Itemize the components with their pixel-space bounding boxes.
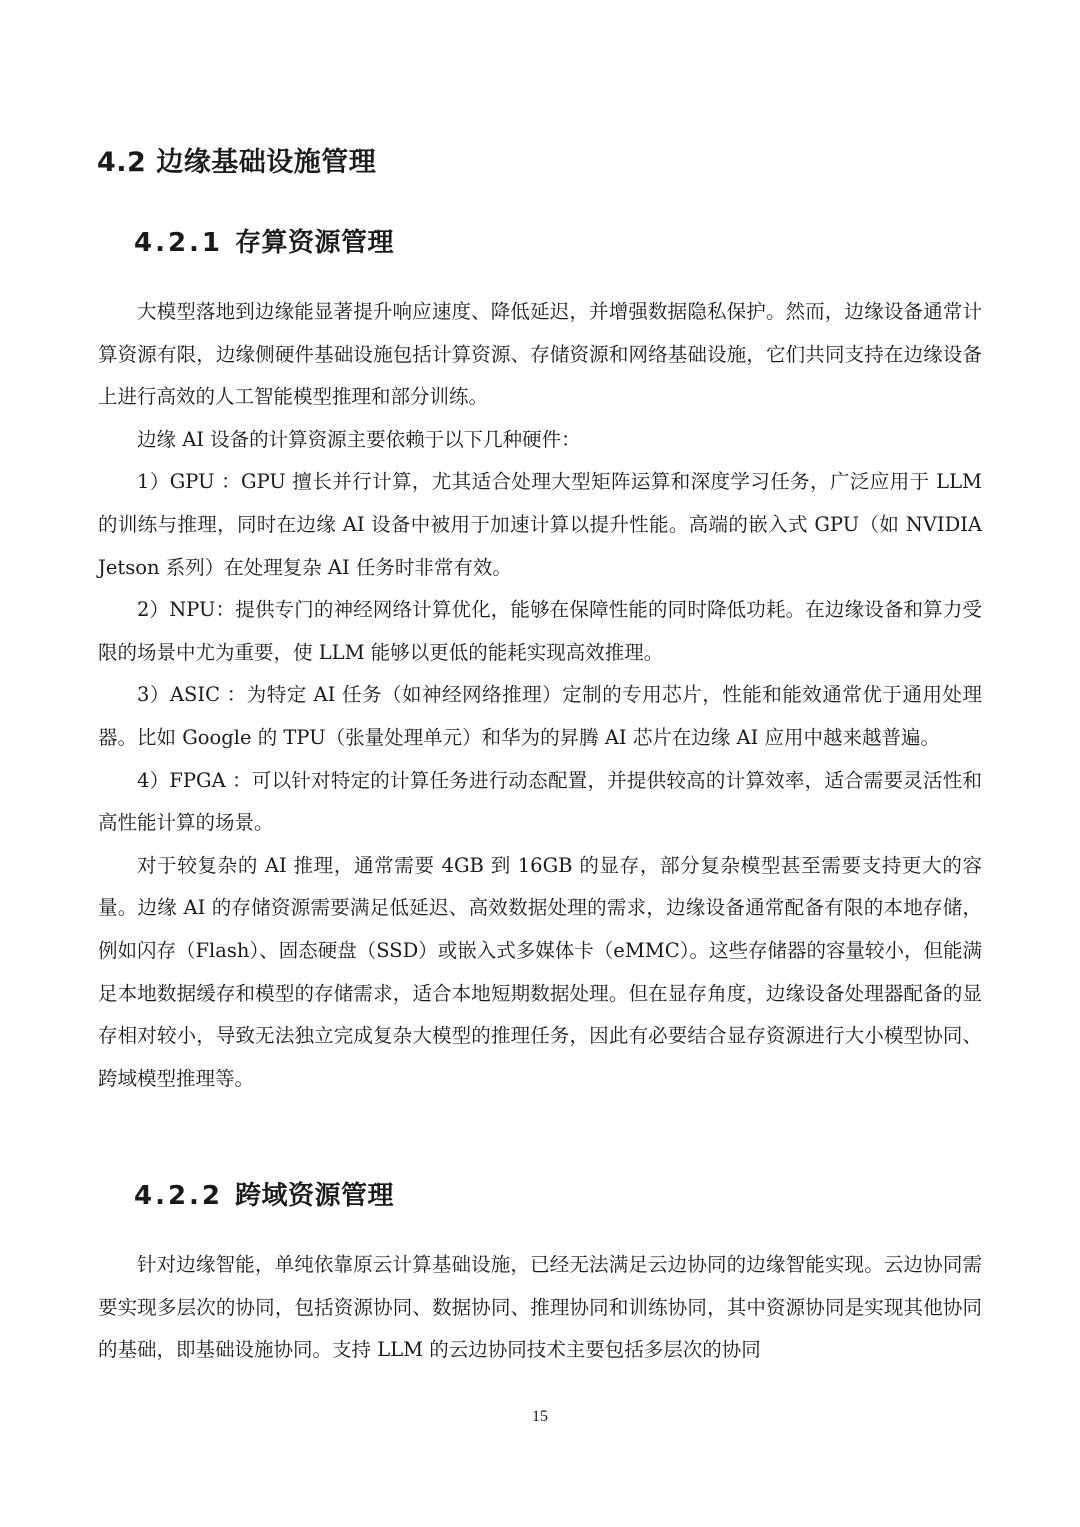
- subsection-2-body: [98, 1244, 982, 1372]
- section-heading: [97, 140, 376, 179]
- subsection-heading-1: [134, 222, 394, 259]
- paragraph: 大模型落地到边缘能显著提升响应速度、降低延迟，并增强数据隐私保护。然而，边缘设备通常计算资源有限，边缘侧硬件基础设施包括计算资源、存储资源和网络基础设施，它们共同支持在边缘设备上进行高效的人工智能模型推理和部分训练。: [98, 300, 982, 409]
- paragraph: 2）NPU：提供专门的神经网络计算优化，能够在保障性能的同时降低功耗。在边缘设备和算力受限的场景中尤为重要，使 LLM 能够以更低的能耗实现高效推理。: [98, 598, 982, 664]
- section-title: 边缘基础设施管理: [156, 147, 377, 178]
- paragraph: 3）ASIC ：为特定 AI 任务（如神经网络推理）定制的专用芯片，性能和能效通常优于通用处理器。比如 Google 的 TPU（张量处理单元）和华为的昇腾 AI 芯片在边缘 AI 应用中越来越普遍。: [98, 683, 982, 749]
- subsection-1-body: [98, 291, 982, 1100]
- paragraph: 对于较复杂的 AI 推理，通常需要 4GB 到 16GB 的显存，部分复杂模型甚至需要支持更大的容量。边缘 AI 的存储资源需要满足低延迟、高效数据处理的需求，边缘设备通常配备有限的本地存储，例如闪存（Flash）、固态硬盘（SSD）或嵌入式多媒体卡（eMMC）。这些存储器的容量较小，但能满足本地数据缓存和模型的存储需求，适合本地短期数据处理。但在显存角度，边缘设备处理器配备的显存相对较小，导致无法独立完成复杂大模型的推理任务，因此有必要结合显存资源进行大小模型协同、跨域模型推理等。: [98, 853, 982, 1090]
- subsection-title: 跨域资源管理: [235, 1181, 395, 1211]
- subsection-heading-2: [134, 1175, 394, 1212]
- subsection-number: 4.2.2: [134, 1181, 224, 1211]
- subsection-number: 4.2.1: [134, 228, 224, 258]
- subsection-title: 存算资源管理: [235, 228, 395, 258]
- paragraph: 边缘 AI 设备的计算资源主要依赖于以下几种硬件：: [137, 427, 581, 451]
- paragraph: 4）FPGA ：可以针对特定的计算任务进行动态配置，并提供较高的计算效率，适合需要灵活性和高性能计算的场景。: [98, 768, 982, 835]
- page-number: 15: [532, 1408, 548, 1425]
- paragraph: 1）GPU ：GPU 擅长并行计算，尤其适合处理大型矩阵运算和深度学习任务，广泛应用于 LLM 的训练与推理，同时在边缘 AI 设备中被用于加速计算以提升性能。高端的嵌入式 GPU（如 NVIDIA Jetson 系列）在处理复杂 AI 任务时非常有效。: [98, 470, 982, 579]
- paragraph: 针对边缘智能，单纯依靠原云计算基础设施，已经无法满足云边协同的边缘智能实现。云边协同需要实现多层次的协同，包括资源协同、数据协同、推理协同和训练协同，其中资源协同是实现其他协同的基础，即基础设施协同。支持 LLM 的云边协同技术主要包括多层次的协同: [98, 1253, 982, 1362]
- section-number: 4.2: [97, 147, 147, 178]
